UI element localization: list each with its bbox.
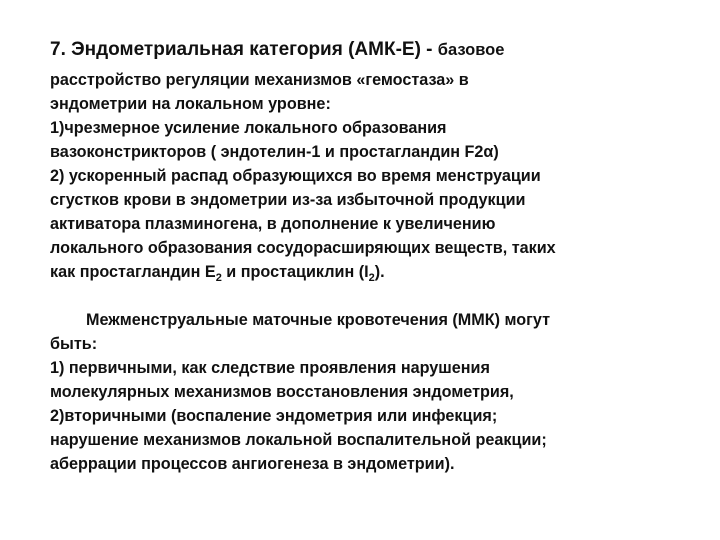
paragraph-2-line: 2)вторичными (воспаление эндометрия или инфекция; [50, 407, 498, 425]
paragraph-2-line: Межменструальные маточные кровотечения (ММК) могут [86, 311, 551, 329]
paragraph-2-line: быть: [50, 335, 98, 353]
slide-title [50, 36, 690, 64]
paragraph-2-line: нарушение механизмов локальной воспалительной реакции; [50, 431, 547, 449]
paragraph-2-line: 1) первичными, как следствие проявления нарушения [50, 359, 490, 377]
prostaglandin-text: как простагландин Е [50, 263, 216, 281]
paragraph-2-line: молекулярных механизмов восстановления эндометрия, [50, 383, 514, 401]
paragraph-1-line: эндометрии на локальном уровне: [50, 95, 331, 113]
slide-title-main: 7. Эндометриальная категория (АМК-Е) - [50, 39, 438, 60]
paragraph-1-line: сгустков крови в эндометрии из-за избыточной продукции [50, 191, 526, 209]
paragraph-1-line: вазоконстрикторов ( эндотелин-1 и простагландин F2α) [50, 143, 499, 161]
paragraph-1-line: локального образования сосудорасширяющих веществ, таких [50, 239, 556, 257]
e-subscript: 2 [215, 272, 222, 284]
paragraph-1-line: 1)чрезмерное усиление локального образования [50, 119, 447, 137]
paragraph-1-last-line [50, 260, 690, 284]
i-subscript: 2 [368, 272, 375, 284]
paragraph-2-line: аберрации процессов ангиогенеза в эндометрии). [50, 455, 455, 473]
slide-text-body [50, 36, 690, 476]
paragraph-1-line: расстройство регуляции механизмов «гемостаза» в [50, 71, 469, 89]
slide-title-tail: базовое [437, 41, 505, 59]
closing-text: ). [374, 263, 385, 281]
paragraph-gap [50, 284, 690, 308]
prostacyclin-text: и простациклин (I [221, 263, 369, 281]
paragraph-1-line: активатора плазминогена, в дополнение к увеличению [50, 215, 496, 233]
paragraph-1-line: 2) ускоренный распад образующихся во время менструации [50, 167, 541, 185]
